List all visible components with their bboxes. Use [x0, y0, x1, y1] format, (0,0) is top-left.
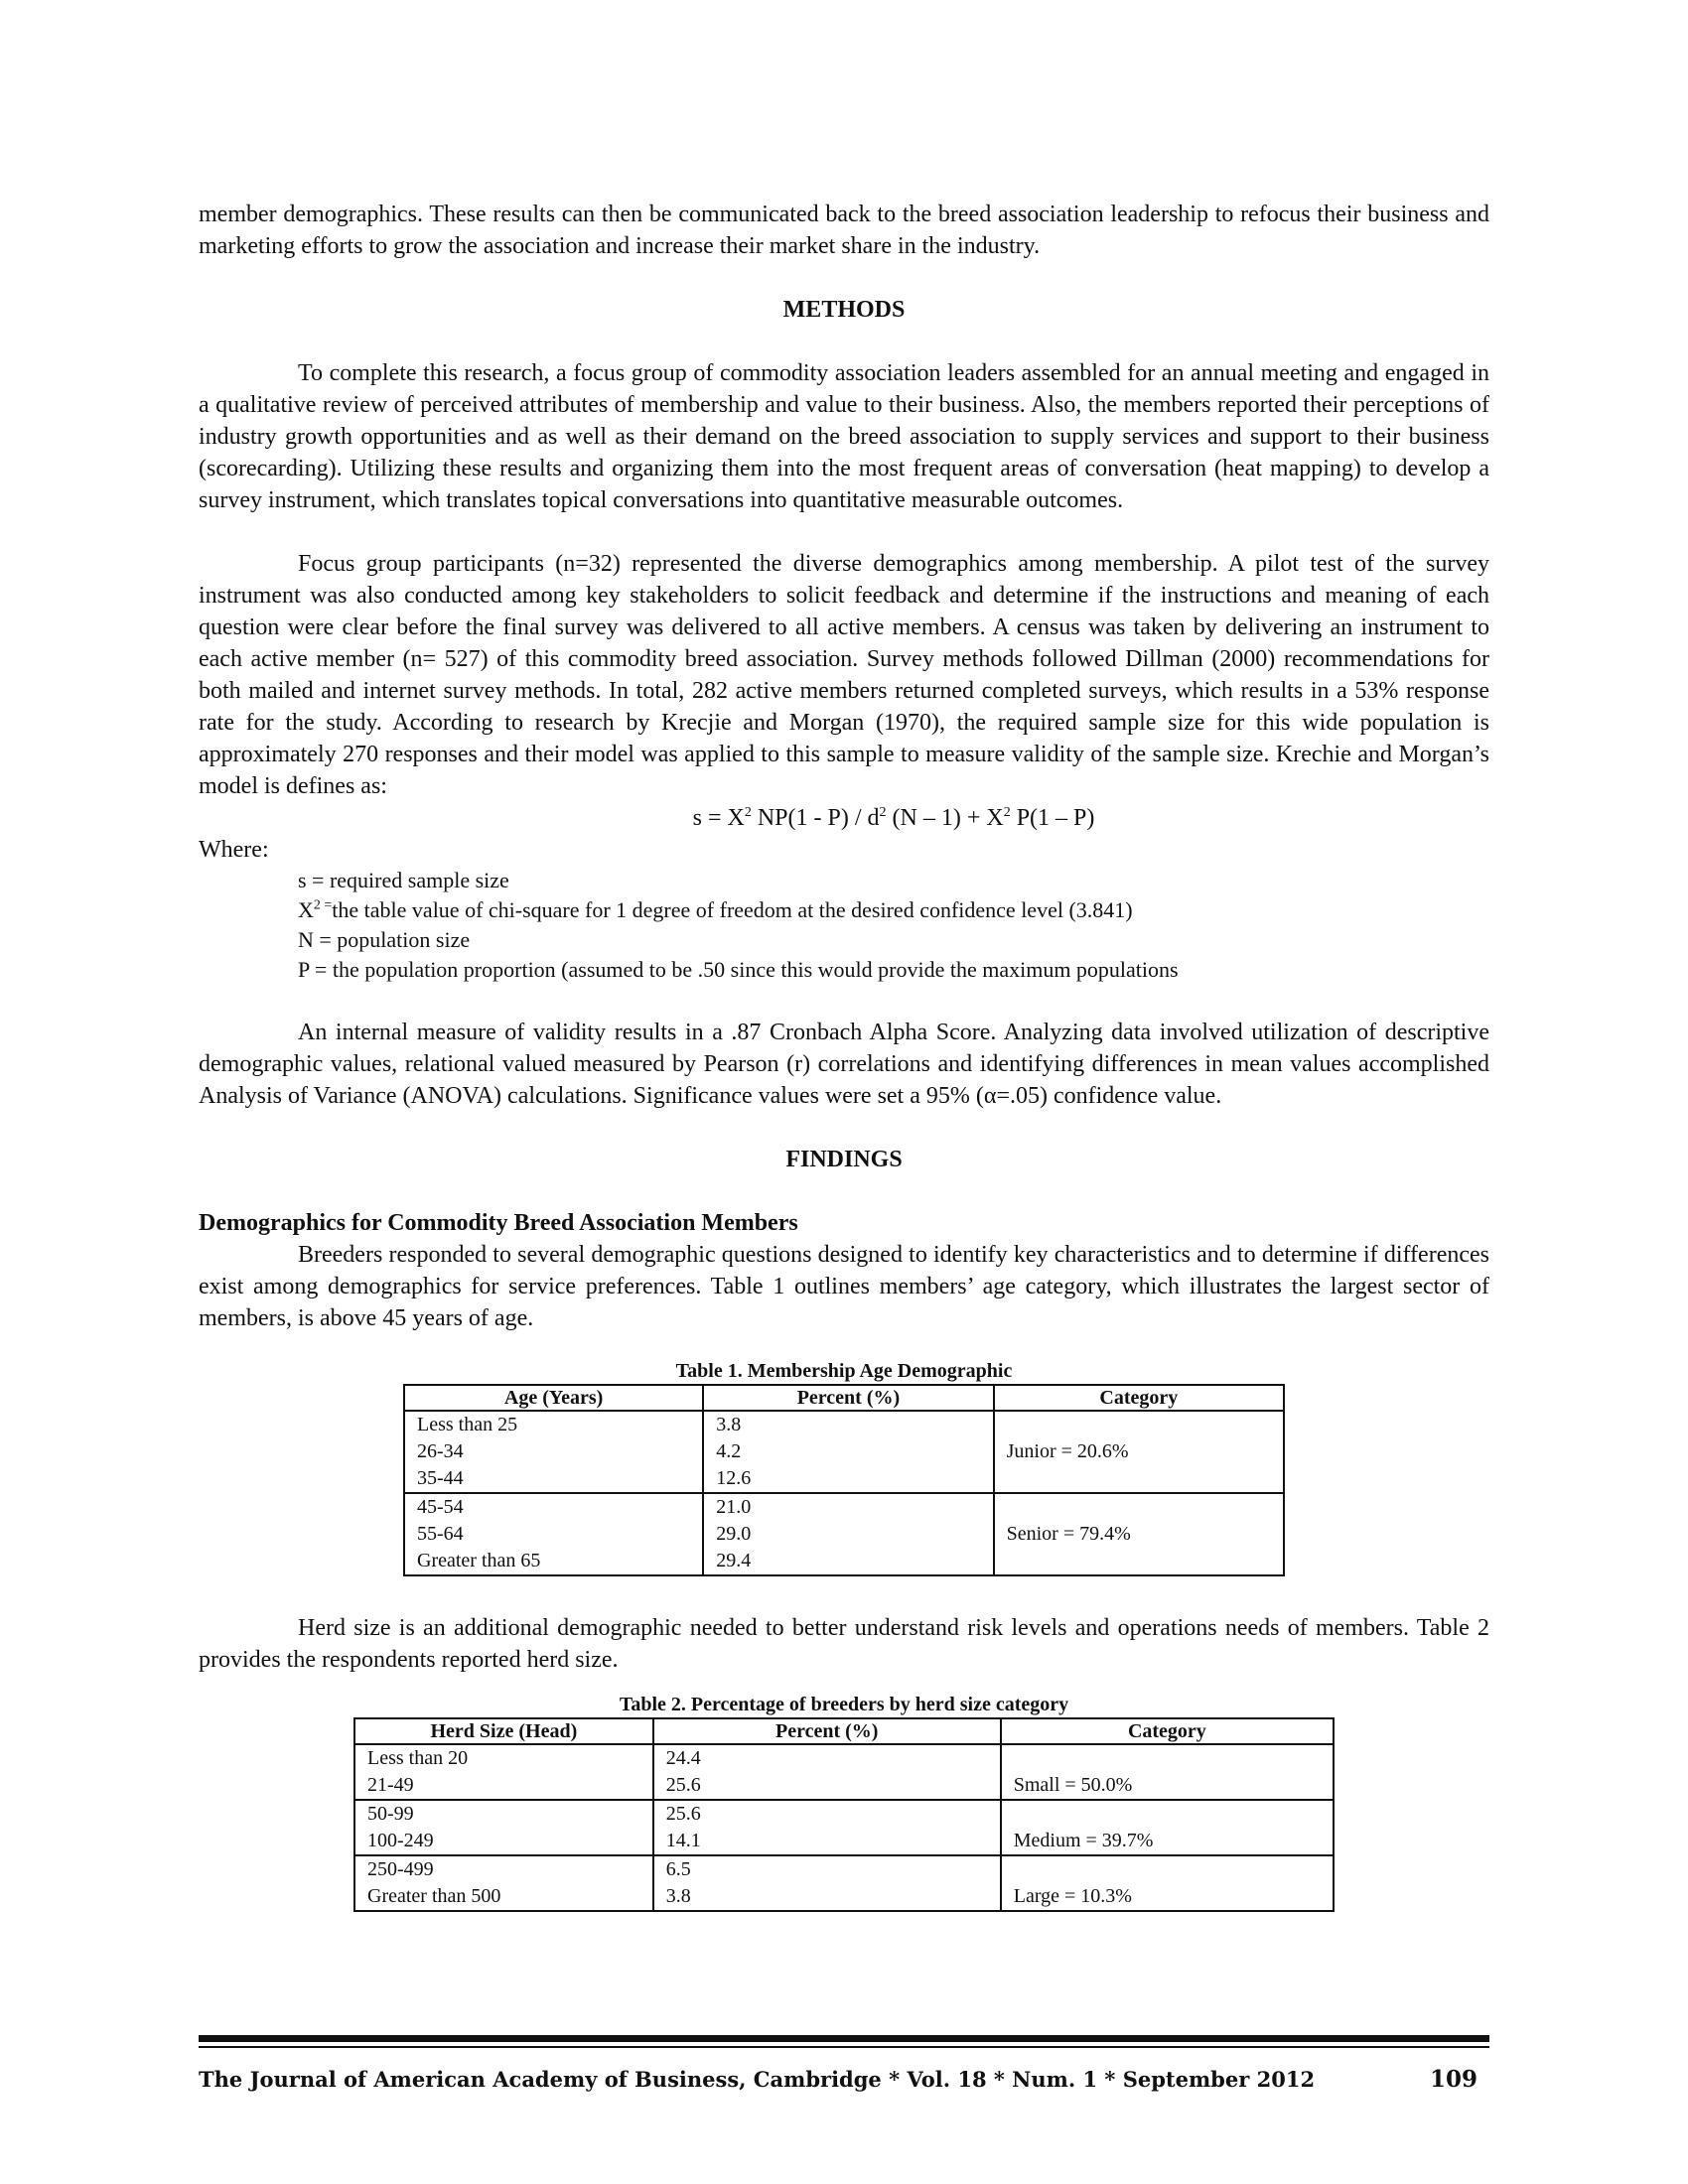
table-2-header-herd-size: Herd Size (Head)	[354, 1718, 653, 1744]
table-2-category-small: Small = 50.0%	[1001, 1744, 1334, 1800]
table-row: 45-54 21.0 Senior = 79.4%	[404, 1493, 1284, 1521]
sample-size-formula: $s = X^2$ $NP(1 - P) / d^2$ $(N - 1) + X^2$ P(1 – P)	[692, 805, 1095, 831]
table-2	[353, 1717, 1335, 1912]
table-2-header-category: Category	[1001, 1718, 1334, 1744]
methods-paragraph-2: Focus group participants (n=32) represented the diverse demographics among membership. A pilot test of the survey instrument was also conducted among key stakeholders to solicit feedback and determine if the instructions and meaning of each question were clear before the final survey was delivered to all active members. A census was taken by delivering an instrument to each active member (n= 527) of this commodity breed association. Survey methods followed Dillman (2000) recommendations for both mailed and internet survey methods. In total, 282 active members returned completed surveys, which results in a 53% response rate for the study. According to research by Krecjie and Morgan (1970), the required sample size for this wide population is approximately 270 responses and their model was applied to this sample to measure validity of the sample size. Krechie and Morgan’s model is defines as:	[199, 551, 1489, 799]
where-label: Where:	[199, 837, 269, 863]
table-row: Less than 20 24.4 Small = 50.0%	[354, 1744, 1334, 1772]
findings-paragraph-2: Herd size is an additional demographic needed to better understand risk levels and operations needs of members. Table 2 provides the respondents reported herd size.	[199, 1615, 1489, 1673]
findings-heading: FINDINGS	[785, 1147, 903, 1172]
table-row: 26-34 4.2	[404, 1438, 1284, 1465]
table-row: Greater than 500 3.8	[354, 1883, 1334, 1911]
findings-paragraph-1: Breeders responded to several demographic questions designed to identify key characteristics and to determine if differences exist among demographics for service preferences. Table 1 outlines members’ age category, which illustrates the largest sector of members, is above 45 years of age.	[199, 1242, 1489, 1331]
table-row: 55-64 29.0	[404, 1521, 1284, 1548]
table-row: 100-249 14.1	[354, 1828, 1334, 1855]
definition-x2: $X^{2 =}the$ table value of chi-square for 1 degree of freedom at the desired confidence level (3.841)	[298, 897, 1133, 922]
table-row: 21-49 25.6	[354, 1772, 1334, 1800]
table-1-header-category: Category	[994, 1385, 1284, 1411]
formula-definitions	[298, 866, 1489, 985]
table-2-category-medium: Medium = 39.7%	[1001, 1800, 1334, 1855]
table-1	[403, 1384, 1285, 1576]
table-row: Greater than 65 29.4	[404, 1548, 1284, 1575]
footer-rule-thick	[199, 2035, 1489, 2042]
demographics-subheading: Demographics for Commodity Breed Association Members	[199, 1210, 798, 1236]
table-1-block	[403, 1358, 1285, 1576]
table-1-header-age: Age (Years)	[404, 1385, 703, 1411]
table-1-category-junior: Junior = 20.6%	[994, 1411, 1284, 1493]
intro-continued-paragraph: member demographics. These results can then be communicated back to the breed association leadership to refocus their business and marketing efforts to grow the association and increase their market share in the industry.	[199, 202, 1489, 259]
definition-s: s = required sample size	[298, 868, 509, 892]
methods-heading: METHODS	[782, 297, 906, 323]
definition-n: N = population size	[298, 927, 471, 952]
table-row: 50-99 25.6 Medium = 39.7%	[354, 1800, 1334, 1828]
table-1-caption: Table 1. Membership Age Demographic	[675, 1360, 1013, 1382]
methods-paragraph-3: An internal measure of validity results in a .87 Cronbach Alpha Score. Analyzing data involved utilization of descriptive demographic values, relational valued measured by Pearson (r) correlations and identifying differences in mean values accomplished Analysis of Variance (ANOVA) calculations. Significance values were set a 95% (α=.05) confidence value.	[199, 1020, 1489, 1109]
footer-rule-thin	[199, 2046, 1489, 2048]
methods-paragraph-1: To complete this research, a focus group of commodity association leaders assembled for an annual meeting and engaged in a qualitative review of perceived attributes of membership and value to their business. Also, the members reported their perceptions of industry growth opportunities and as well as their demand on the breed association to supply services and support to their business (scorecarding). Utilizing these results and organizing them into the most frequent areas of conversation (heat mapping) to develop a survey instrument, which translates topical conversations into quantitative measurable outcomes.	[199, 360, 1489, 513]
table-1-category-senior: Senior = 79.4%	[994, 1493, 1284, 1575]
table-row: 250-499 6.5 Large = 10.3%	[354, 1855, 1334, 1883]
definition-p: P = the population proportion (assumed to be .50 since this would provide the maximum populations	[298, 957, 1179, 982]
table-2-block	[353, 1692, 1335, 1912]
table-2-header-percent: Percent (%)	[653, 1718, 1001, 1744]
table-row: 35-44 12.6	[404, 1465, 1284, 1493]
table-2-caption: Table 2. Percentage of breeders by herd size category	[619, 1694, 1069, 1715]
page-body	[199, 199, 1489, 1912]
journal-citation: The Journal of American Academy of Business, Cambridge * Vol. 18 * Num. 1 * September 2012	[199, 2067, 1316, 2092]
table-row: Less than 25 3.8 Junior = 20.6%	[404, 1411, 1284, 1438]
table-2-category-large: Large = 10.3%	[1001, 1855, 1334, 1911]
page-number: 109	[1429, 2066, 1477, 2093]
table-1-header-percent: Percent (%)	[703, 1385, 993, 1411]
